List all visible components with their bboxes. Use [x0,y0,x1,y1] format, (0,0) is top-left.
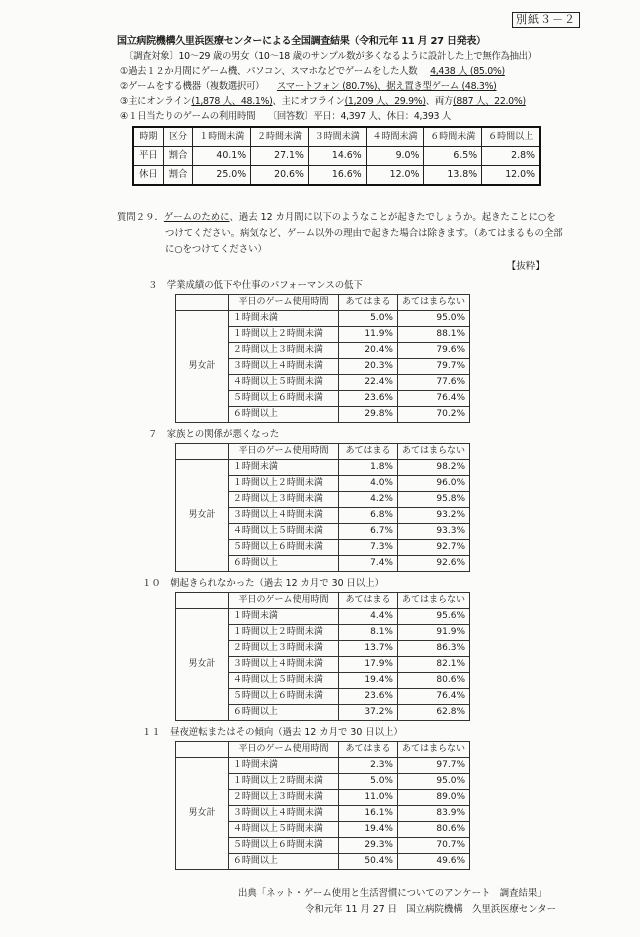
no-value-cell: 92.7% [397,540,469,556]
yes-value-cell: 7.4% [339,556,398,572]
no-value-cell: 70.7% [397,838,469,854]
value-cell: 16.6% [308,166,366,186]
intro-item-4 [120,109,640,124]
intro-item-4-respondents: 〔回答数〕平日：4,397 人、休日：4,393 人 [267,111,451,122]
no-value-cell: 95.0% [397,774,469,790]
intro-item-4-text: ④１日当たりのゲームの利用時間 [120,111,256,122]
intro-item-1-text: ①過去１２か月間にゲーム機、パソコン、スマホなどでゲームをした人数 [120,66,418,77]
yes-value-cell: 5.0% [339,311,398,327]
header-cell: 平日のゲーム使用時間 [228,742,338,758]
yes-value-cell: 4.4% [339,609,398,625]
yes-value-cell: 19.4% [339,822,398,838]
sub-table-title: １０ 朝起きられなかった（過去 12 カ月で 30 日以上） [142,578,385,589]
header-cell: あてはまる [339,742,398,758]
question-first-line [117,210,587,226]
header-cell: ４時間未満 [366,127,424,147]
time-label-cell: １時間未満 [228,311,338,327]
value-cell: 2.8% [482,147,540,166]
intro-item-3-both-label: 、両方 [425,96,453,107]
yes-value-cell: 19.4% [339,673,398,689]
value-cell: 12.0% [482,166,540,186]
sub-table-title: ７ 家族との関係が悪くなった [148,429,280,440]
header-cell: あてはまらない [397,444,469,460]
excerpt-label: 【抜粋】 [506,261,545,272]
time-label-cell: ６時間以上 [228,556,338,572]
yes-value-cell: 1.8% [339,460,398,476]
value-cell: 14.6% [308,147,366,166]
intro-item-3-both: (887 人、22.0%) [452,96,526,107]
no-value-cell: 86.3% [397,641,469,657]
time-label-cell: ２時間以上３時間未満 [228,492,338,508]
no-value-cell: 95.0% [397,311,469,327]
no-value-cell: 95.6% [397,609,469,625]
sub-table-title: １１ 昼夜逆転またはその傾向（過去 12 カ月で 30 日以上） [142,727,403,738]
sub-table [175,592,470,721]
group-cell: 男女計 [176,609,229,721]
no-value-cell: 77.6% [397,375,469,391]
usage-table-header [133,127,540,147]
value-cell: 20.6% [251,166,309,186]
intro-item-2 [120,79,640,94]
survey-subject: 〔調査対象〕10～29 歳の男女（10～18 歳のサンプル数が多くなるように設計した上で無作為抽出） [124,51,537,62]
no-value-cell: 92.6% [397,556,469,572]
no-value-cell: 98.2% [397,460,469,476]
period-cell: 休日 [133,166,163,186]
yes-value-cell: 13.7% [339,641,398,657]
header-cell: 区分 [163,127,193,147]
sub-tables [0,278,640,870]
no-value-cell: 96.0% [397,476,469,492]
time-label-cell: ６時間以上 [228,854,338,870]
table-row [133,147,540,166]
no-value-cell: 76.4% [397,391,469,407]
table-row [176,460,470,476]
yes-value-cell: 11.9% [339,327,398,343]
value-cell: 40.1% [193,147,251,166]
time-label-cell: ３時間以上４時間未満 [228,359,338,375]
category-cell: 割合 [163,166,193,186]
yes-value-cell: 37.2% [339,705,398,721]
yes-value-cell: 22.4% [339,375,398,391]
header-cell: ６時間以上 [482,127,540,147]
yes-value-cell: 8.1% [339,625,398,641]
value-cell: 6.5% [424,147,482,166]
value-cell: 13.8% [424,166,482,186]
time-label-cell: １時間以上２時間未満 [228,327,338,343]
sub-table-header [176,593,470,609]
header-cell: 平日のゲーム使用時間 [228,295,338,311]
time-label-cell: １時間未満 [228,460,338,476]
intro-item-1-value: 4,438 人 (85.0%) [430,66,505,77]
no-value-cell: 70.2% [397,407,469,423]
question-number: 質問２９． [117,212,164,223]
sub-table-header [176,444,470,460]
question-text-3: に○をつけてください） [165,244,267,255]
header-cell: あてはまる [339,295,398,311]
intro-item-3 [120,94,640,109]
document-title: 国立病院機構久里浜医療センターによる全国調査結果（令和元年 11 月 27 日発表） [117,36,486,47]
intro-item-3-mid: 、主にオフライン [272,96,345,107]
no-value-cell: 62.8% [397,705,469,721]
table-row [176,758,470,774]
time-label-cell: １時間以上２時間未満 [228,476,338,492]
source-line-1: 出典「ネット・ゲーム使用と生活習慣についてのアンケート 調査結果」 [238,888,547,899]
header-cell [176,444,229,460]
group-cell: 男女計 [176,460,229,572]
document-label: 別紙３－２ [512,12,580,28]
question-underlined: ゲームのために [163,212,230,223]
no-value-cell: 49.6% [397,854,469,870]
table-row [133,166,540,186]
intro-item-3-online: (1,878 人、48.1%) [191,96,273,107]
question-text-2: つけてください。病気など、ゲーム以外の理由で起きた場合は除きます。（あてはまるもの全部 [165,228,563,239]
no-value-cell: 79.7% [397,359,469,375]
yes-value-cell: 6.7% [339,524,398,540]
time-label-cell: ２時間以上３時間未満 [228,790,338,806]
time-label-cell: ３時間以上４時間未満 [228,657,338,673]
sub-table-header [176,742,470,758]
time-label-cell: ３時間以上４時間未満 [228,508,338,524]
yes-value-cell: 16.1% [339,806,398,822]
period-cell: 平日 [133,147,163,166]
group-cell: 男女計 [176,311,229,423]
header-cell: 平日のゲーム使用時間 [228,593,338,609]
header-cell: ２時間未満 [251,127,309,147]
time-label-cell: ４時間以上５時間未満 [228,822,338,838]
question-29 [117,210,587,258]
time-label-cell: ５時間以上６時間未満 [228,689,338,705]
no-value-cell: 95.8% [397,492,469,508]
header-cell: あてはまる [339,593,398,609]
intro-item-3-offline: (1,209 人、29.9%) [344,96,426,107]
header-cell: 平日のゲーム使用時間 [228,444,338,460]
group-cell: 男女計 [176,758,229,870]
header-cell: 時期 [133,127,163,147]
header-cell [176,742,229,758]
usage-time-table [132,126,541,186]
header-row [0,12,640,28]
yes-value-cell: 50.4% [339,854,398,870]
header-cell: ６時間未満 [424,127,482,147]
time-label-cell: ６時間以上 [228,407,338,423]
yes-value-cell: 29.3% [339,838,398,854]
yes-value-cell: 17.9% [339,657,398,673]
header-cell: あてはまらない [397,742,469,758]
no-value-cell: 93.2% [397,508,469,524]
intro-item-2-text: ②ゲームをする機器（複数選択可） [120,81,265,92]
source-line-2: 令和元年 11 月 27 日 国立病院機構 久里浜医療センター [305,904,557,915]
value-cell: 12.0% [366,166,424,186]
time-label-cell: ２時間以上３時間未満 [228,641,338,657]
yes-value-cell: 2.3% [339,758,398,774]
no-value-cell: 89.0% [397,790,469,806]
no-value-cell: 83.9% [397,806,469,822]
no-value-cell: 80.6% [397,673,469,689]
value-cell: 25.0% [193,166,251,186]
yes-value-cell: 20.3% [339,359,398,375]
time-label-cell: １時間未満 [228,758,338,774]
time-label-cell: ２時間以上３時間未満 [228,343,338,359]
header-cell: １時間未満 [193,127,251,147]
time-label-cell: ４時間以上５時間未満 [228,524,338,540]
header-cell [176,593,229,609]
sub-table-title: ３ 学業成績の低下や仕事のパフォーマンスの低下 [148,280,363,291]
yes-value-cell: 11.0% [339,790,398,806]
question-text-1: 、過去 12 カ月間に以下のようなことが起きたでしょうか。起きたことに○を [229,212,556,223]
header-cell: あてはまらない [397,295,469,311]
intro-item-2-value: スマートフォン (80.7%)、据え置き型ゲーム (48.3%) [276,81,497,92]
time-label-cell: ４時間以上５時間未満 [228,375,338,391]
time-label-cell: ５時間以上６時間未満 [228,838,338,854]
yes-value-cell: 5.0% [339,774,398,790]
category-cell: 割合 [163,147,193,166]
table-row [176,609,470,625]
table-row [176,311,470,327]
time-label-cell: １時間以上２時間未満 [228,774,338,790]
no-value-cell: 80.6% [397,822,469,838]
time-label-cell: ５時間以上６時間未満 [228,391,338,407]
header-cell: ３時間未満 [308,127,366,147]
time-label-cell: ４時間以上５時間未満 [228,673,338,689]
intro-item-1 [120,64,640,79]
header-cell [176,295,229,311]
no-value-cell: 76.4% [397,689,469,705]
time-label-cell: ３時間以上４時間未満 [228,806,338,822]
no-value-cell: 97.7% [397,758,469,774]
sub-table [175,443,470,572]
value-cell: 9.0% [366,147,424,166]
time-label-cell: ５時間以上６時間未満 [228,540,338,556]
yes-value-cell: 4.0% [339,476,398,492]
yes-value-cell: 4.2% [339,492,398,508]
time-label-cell: ６時間以上 [228,705,338,721]
header-cell: あてはまらない [397,593,469,609]
no-value-cell: 91.9% [397,625,469,641]
time-label-cell: １時間未満 [228,609,338,625]
yes-value-cell: 20.4% [339,343,398,359]
sub-table [175,741,470,870]
yes-value-cell: 6.8% [339,508,398,524]
no-value-cell: 82.1% [397,657,469,673]
yes-value-cell: 7.3% [339,540,398,556]
yes-value-cell: 23.6% [339,391,398,407]
yes-value-cell: 23.6% [339,689,398,705]
yes-value-cell: 29.8% [339,407,398,423]
intro-item-3-prefix: ③主にオンライン [120,96,192,107]
no-value-cell: 79.6% [397,343,469,359]
time-label-cell: １時間以上２時間未満 [228,625,338,641]
header-cell: あてはまる [339,444,398,460]
sub-table [175,294,470,423]
no-value-cell: 93.3% [397,524,469,540]
sub-table-header [176,295,470,311]
excerpt-row [0,259,545,274]
value-cell: 27.1% [251,147,309,166]
no-value-cell: 88.1% [397,327,469,343]
